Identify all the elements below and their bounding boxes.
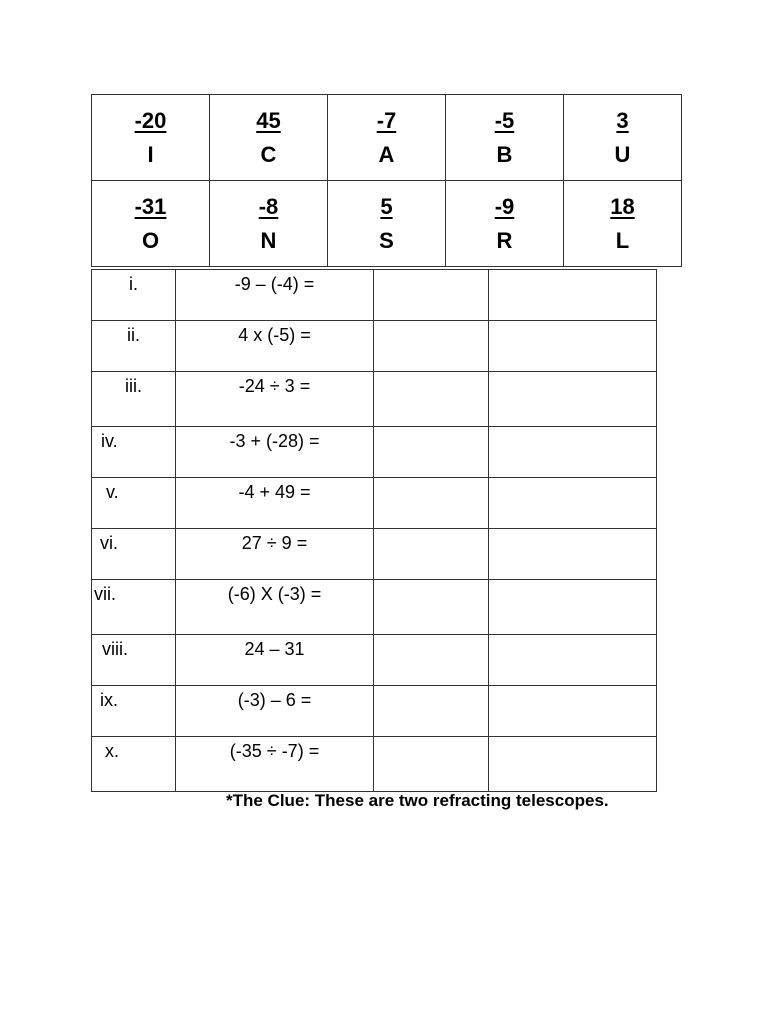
letter-cell[interactable]	[489, 372, 657, 427]
problem-expression: -3 + (-28) =	[176, 427, 374, 478]
problem-number: ii.	[92, 321, 176, 372]
problem-number: vi.	[92, 529, 176, 580]
problem-number: i.	[92, 270, 176, 321]
problem-expression: -4 + 49 =	[176, 478, 374, 529]
letter-cell[interactable]	[489, 737, 657, 792]
key-letter: L	[615, 227, 630, 253]
key-cell	[564, 95, 682, 181]
key-letter: A	[378, 141, 395, 167]
letter-cell[interactable]	[489, 270, 657, 321]
answer-cell[interactable]	[374, 478, 489, 529]
problem-row	[92, 580, 657, 635]
key-number: -7	[376, 107, 397, 133]
answer-cell[interactable]	[374, 427, 489, 478]
problem-row	[92, 635, 657, 686]
problem-number: iv.	[92, 427, 176, 478]
key-number: -9	[494, 193, 515, 219]
problem-row	[92, 478, 657, 529]
problem-expression: (-35 ÷ -7) =	[176, 737, 374, 792]
key-cell	[446, 95, 564, 181]
problem-row	[92, 372, 657, 427]
problem-expression: 27 ÷ 9 =	[176, 529, 374, 580]
problem-row	[92, 427, 657, 478]
answer-cell[interactable]	[374, 737, 489, 792]
clue-text: *The Clue: These are two refracting telescopes.	[226, 791, 609, 810]
letter-cell[interactable]	[489, 321, 657, 372]
problem-row	[92, 270, 657, 321]
key-letter: R	[496, 227, 513, 253]
letter-key-table	[91, 94, 682, 267]
letter-cell[interactable]	[489, 529, 657, 580]
problem-row	[92, 529, 657, 580]
problem-number: iii.	[92, 372, 176, 427]
problem-number: vii.	[92, 580, 176, 635]
key-row	[92, 181, 682, 267]
letter-cell[interactable]	[489, 427, 657, 478]
problems-table	[91, 269, 657, 792]
key-cell	[92, 95, 210, 181]
key-number: 45	[256, 107, 281, 133]
key-letter: N	[260, 227, 277, 253]
answer-cell[interactable]	[374, 372, 489, 427]
key-number: 18	[610, 193, 635, 219]
key-cell	[92, 181, 210, 267]
key-cell	[446, 181, 564, 267]
key-number: 3	[616, 107, 629, 133]
key-number: -31	[134, 193, 167, 219]
problem-number: x.	[92, 737, 176, 792]
key-number: 5	[380, 193, 393, 219]
key-letter: B	[496, 141, 513, 167]
problem-expression: (-3) – 6 =	[176, 686, 374, 737]
problem-expression: 24 – 31	[176, 635, 374, 686]
key-letter: I	[147, 141, 154, 167]
problem-expression: -24 ÷ 3 =	[176, 372, 374, 427]
key-row	[92, 95, 682, 181]
letter-cell[interactable]	[489, 635, 657, 686]
letter-cell[interactable]	[489, 686, 657, 737]
key-letter: C	[260, 141, 277, 167]
problem-number: v.	[92, 478, 176, 529]
answer-cell[interactable]	[374, 529, 489, 580]
problem-expression: (-6) X (-3) =	[176, 580, 374, 635]
problem-number: ix.	[92, 686, 176, 737]
key-cell	[210, 181, 328, 267]
key-letter: U	[614, 141, 631, 167]
problem-row	[92, 737, 657, 792]
problem-row	[92, 686, 657, 737]
key-cell	[328, 95, 446, 181]
answer-cell[interactable]	[374, 270, 489, 321]
key-number: -8	[258, 193, 279, 219]
letter-cell[interactable]	[489, 580, 657, 635]
answer-cell[interactable]	[374, 635, 489, 686]
key-number: -20	[134, 107, 167, 133]
key-cell	[210, 95, 328, 181]
key-letter: S	[379, 227, 394, 253]
problem-number: viii.	[92, 635, 176, 686]
problem-expression: 4 x (-5) =	[176, 321, 374, 372]
letter-cell[interactable]	[489, 478, 657, 529]
answer-cell[interactable]	[374, 321, 489, 372]
problem-expression: -9 – (-4) =	[176, 270, 374, 321]
key-cell	[564, 181, 682, 267]
key-cell	[328, 181, 446, 267]
answer-cell[interactable]	[374, 580, 489, 635]
key-letter: O	[141, 227, 160, 253]
key-number: -5	[494, 107, 515, 133]
answer-cell[interactable]	[374, 686, 489, 737]
problem-row	[92, 321, 657, 372]
